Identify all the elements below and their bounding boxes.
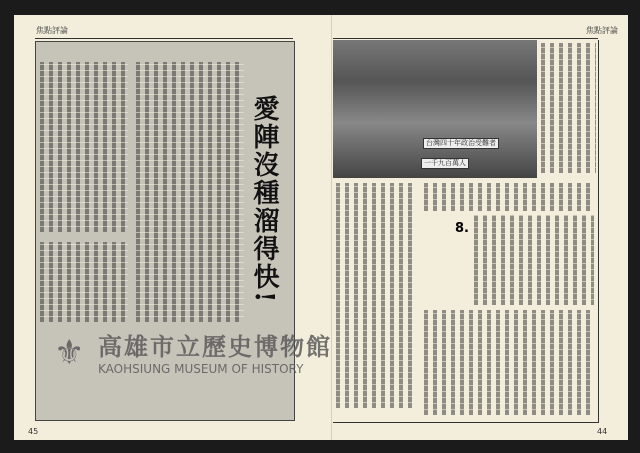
photo-banner: 台灣四十年政治受難者 xyxy=(423,138,499,149)
article-title: 愛陣沒種溜得快! xyxy=(249,95,279,305)
photo-banner: 一千九百萬人 xyxy=(421,158,469,169)
text-block xyxy=(336,183,416,408)
left-header-rule xyxy=(35,38,293,39)
text-block xyxy=(40,62,128,232)
right-header: 焦點評論 xyxy=(586,26,618,35)
text-block xyxy=(424,310,594,415)
right-page-number: 44 xyxy=(597,427,608,436)
text-block xyxy=(136,62,244,322)
watermark-chinese: 高雄市立歷史博物館 xyxy=(98,333,332,361)
text-block xyxy=(541,43,596,173)
left-header: 焦點評論 xyxy=(36,26,68,35)
text-block xyxy=(474,215,594,305)
watermark-english: KAOHSIUNG MUSEUM OF HISTORY xyxy=(98,362,304,376)
museum-logo-icon: ⚜ xyxy=(54,333,85,373)
magazine-spread xyxy=(14,15,628,440)
section-number: 8. xyxy=(455,221,469,236)
museum-watermark xyxy=(54,333,332,377)
text-block xyxy=(40,242,128,322)
left-page-number: 45 xyxy=(28,427,39,436)
text-block xyxy=(424,183,594,211)
right-header-rule xyxy=(333,38,598,39)
